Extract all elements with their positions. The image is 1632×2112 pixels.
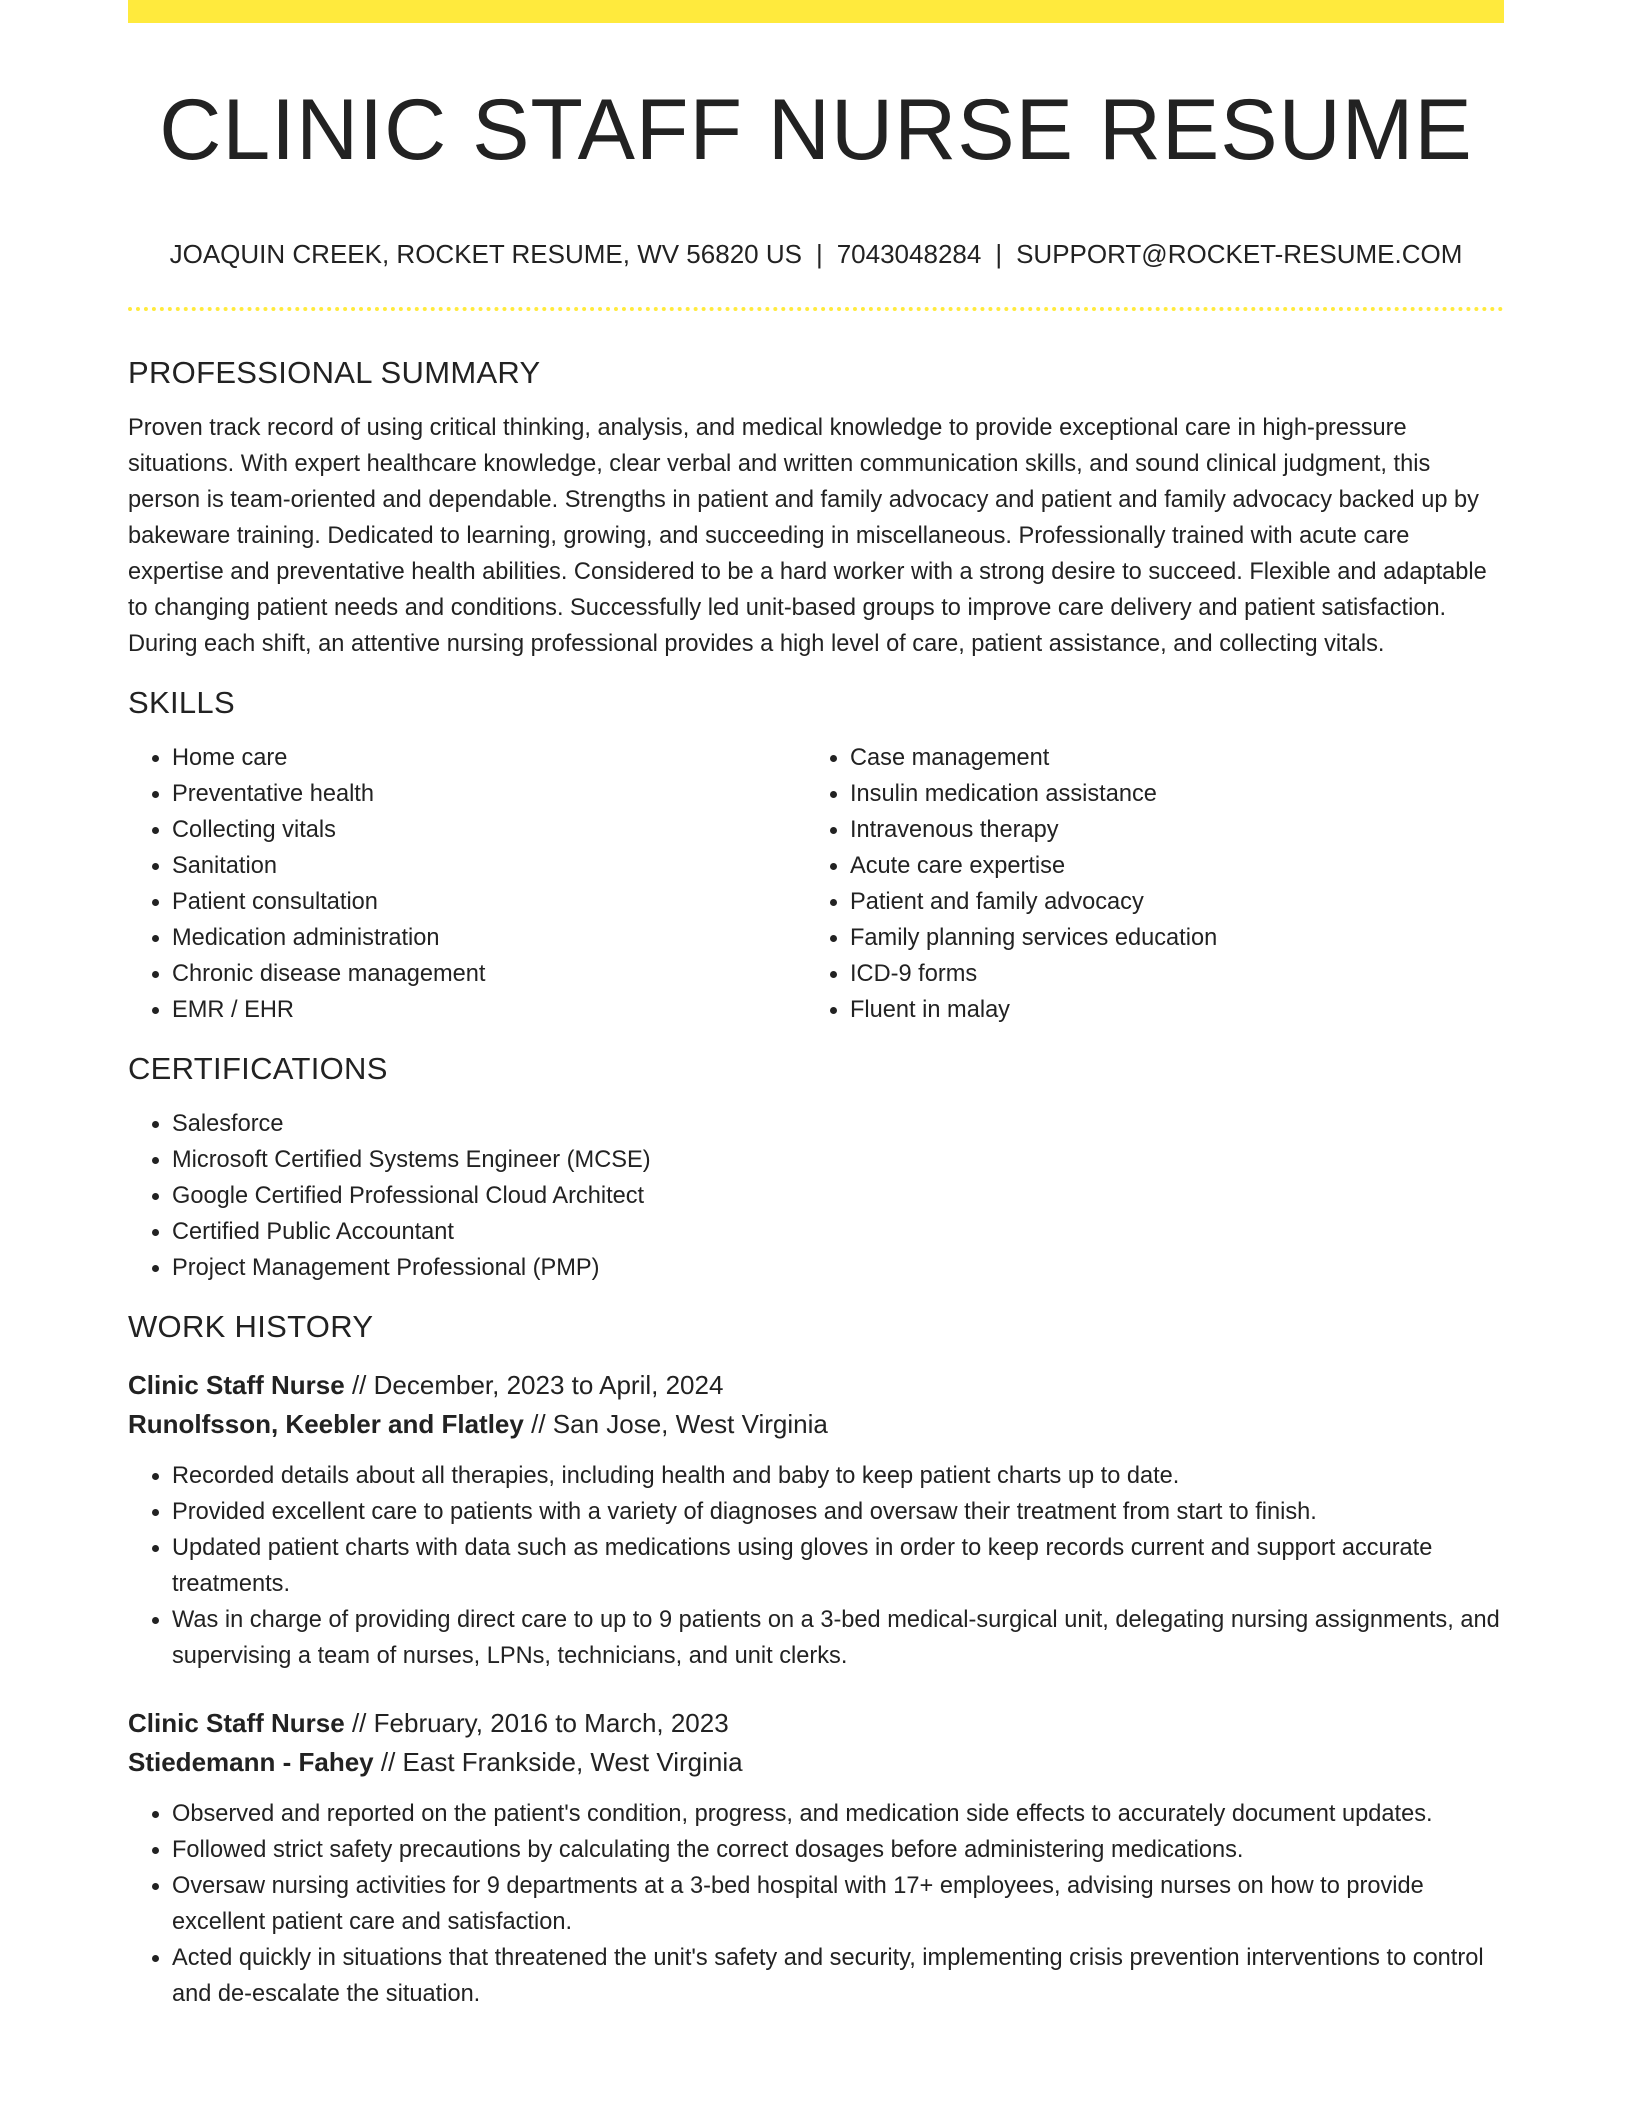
job-entry <box>128 1366 1504 1674</box>
list-item: • Sanitation <box>172 848 806 884</box>
contact-line <box>128 236 1504 272</box>
resume-title: CLINIC STAFF NURSE RESUME <box>159 82 1473 178</box>
job-location: San Jose, West Virginia <box>552 1409 828 1439</box>
job-location: East Frankside, West Virginia <box>402 1747 743 1777</box>
list-item: • Oversaw nursing activities for 9 departments at a 3-bed hospital with 17+ employees, advising nurses on how to provide excellent patient care and satisfaction. <box>172 1868 1504 1940</box>
job-title: Clinic Staff Nurse <box>128 1708 345 1738</box>
contact-address: JOAQUIN CREEK, ROCKET RESUME, WV 56820 US <box>169 239 802 269</box>
skills-section <box>128 680 1504 1028</box>
list-item: • ICD-9 forms <box>850 956 1484 992</box>
job-title-line <box>128 1366 1504 1405</box>
skills-list-right <box>806 740 1484 1028</box>
list-item: • EMR / EHR <box>172 992 806 1028</box>
list-item: • Insulin medication assistance <box>850 776 1484 812</box>
contact-email: SUPPORT@ROCKET-RESUME.COM <box>1016 239 1463 269</box>
summary-section <box>128 350 1504 662</box>
list-item: • Home care <box>172 740 806 776</box>
job-separator: // <box>380 1747 396 1777</box>
list-item: • Certified Public Accountant <box>172 1214 1504 1250</box>
list-item: • Patient and family advocacy <box>850 884 1484 920</box>
list-item: • Recorded details about all therapies, including health and baby to keep patient charts up to date. <box>172 1458 1504 1494</box>
section-heading: PROFESSIONAL SUMMARY <box>128 355 541 390</box>
job-entry <box>128 1704 1504 2012</box>
list-item: • Provided excellent care to patients with a variety of diagnoses and oversaw their treatment from start to finish. <box>172 1494 1504 1530</box>
list-item: • Fluent in malay <box>850 992 1484 1028</box>
job-employer-line <box>128 1405 1504 1444</box>
list-item: • Case management <box>850 740 1484 776</box>
certifications-section <box>128 1046 1504 1286</box>
job-bullets <box>128 1796 1504 2012</box>
job-employer: Stiedemann - Fahey <box>128 1747 374 1777</box>
section-heading: WORK HISTORY <box>128 1309 374 1344</box>
contact-phone: 7043048284 <box>836 239 982 269</box>
contact-separator: | <box>995 239 1003 269</box>
job-separator: // <box>351 1370 367 1400</box>
list-item: • Family planning services education <box>850 920 1484 956</box>
resume-body <box>128 350 1504 2012</box>
top-accent-bar <box>128 0 1504 23</box>
list-item: • Microsoft Certified Systems Engineer (MCSE) <box>172 1142 1504 1178</box>
list-item: • Google Certified Professional Cloud Architect <box>172 1178 1504 1214</box>
list-item: • Acted quickly in situations that threatened the unit's safety and security, implementing crisis prevention interventions to control and de-escalate the situation. <box>172 1940 1504 2012</box>
list-item: • Preventative health <box>172 776 806 812</box>
skills-list-left <box>128 740 806 1028</box>
list-item: • Medication administration <box>172 920 806 956</box>
list-item: • Project Management Professional (PMP) <box>172 1250 1504 1286</box>
job-separator: // <box>351 1708 367 1738</box>
job-separator: // <box>531 1409 546 1439</box>
list-item: • Observed and reported on the patient's condition, progress, and medication side effects to accurately document updates. <box>172 1796 1504 1832</box>
list-item: • Patient consultation <box>172 884 806 920</box>
job-dates: December, 2023 to April, 2024 <box>373 1370 724 1400</box>
list-item: • Updated patient charts with data such as medications using gloves in order to keep records current and support accurate treatments. <box>172 1530 1504 1602</box>
list-item: • Collecting vitals <box>172 812 806 848</box>
job-title: Clinic Staff Nurse <box>128 1370 345 1400</box>
certifications-list <box>128 1106 1504 1286</box>
work-history-section <box>128 1304 1504 2012</box>
header-divider <box>128 307 1504 311</box>
list-item: • Chronic disease management <box>172 956 806 992</box>
job-dates: February, 2016 to March, 2023 <box>373 1708 729 1738</box>
skills-columns <box>128 740 1504 1028</box>
job-employer-line <box>128 1743 1504 1782</box>
list-item: • Intravenous therapy <box>850 812 1484 848</box>
section-heading: CERTIFICATIONS <box>128 1051 388 1086</box>
job-employer: Runolfsson, Keebler and Flatley <box>128 1409 524 1439</box>
job-title-line <box>128 1704 1504 1743</box>
summary-text: Proven track record of using critical thinking, analysis, and medical knowledge to provide exceptional care in high-pressure situations. With expert healthcare knowledge, clear verbal and written communication skills, and sound clinical judgment, this person is team-oriented and dependable. Strengths in patient and family advocacy and patient and family advocacy backed up by bakeware training. Dedicated to learning, growing, and succeeding in miscellaneous. Professionally trained with acute care expertise and preventative health abilities. Considered to be a hard worker with a strong desire to succeed. Flexible and adaptable to changing patient needs and conditions. Successfully led unit-based groups to improve care delivery and patient satisfaction. During each shift, an attentive nursing professional provides a high level of care, patient assistance, and collecting vitals. <box>128 415 1487 657</box>
contact-separator: | <box>815 239 823 269</box>
list-item: • Was in charge of providing direct care to up to 9 patients on a 3-bed medical-surgical unit, delegating nursing assignments, and supervising a team of nurses, LPNs, technicians, and unit clerks. <box>172 1602 1504 1674</box>
section-heading: SKILLS <box>128 685 235 720</box>
list-item: • Salesforce <box>172 1106 1504 1142</box>
list-item: • Acute care expertise <box>850 848 1484 884</box>
list-item: • Followed strict safety precautions by calculating the correct dosages before administering medications. <box>172 1832 1504 1868</box>
job-bullets <box>128 1458 1504 1674</box>
